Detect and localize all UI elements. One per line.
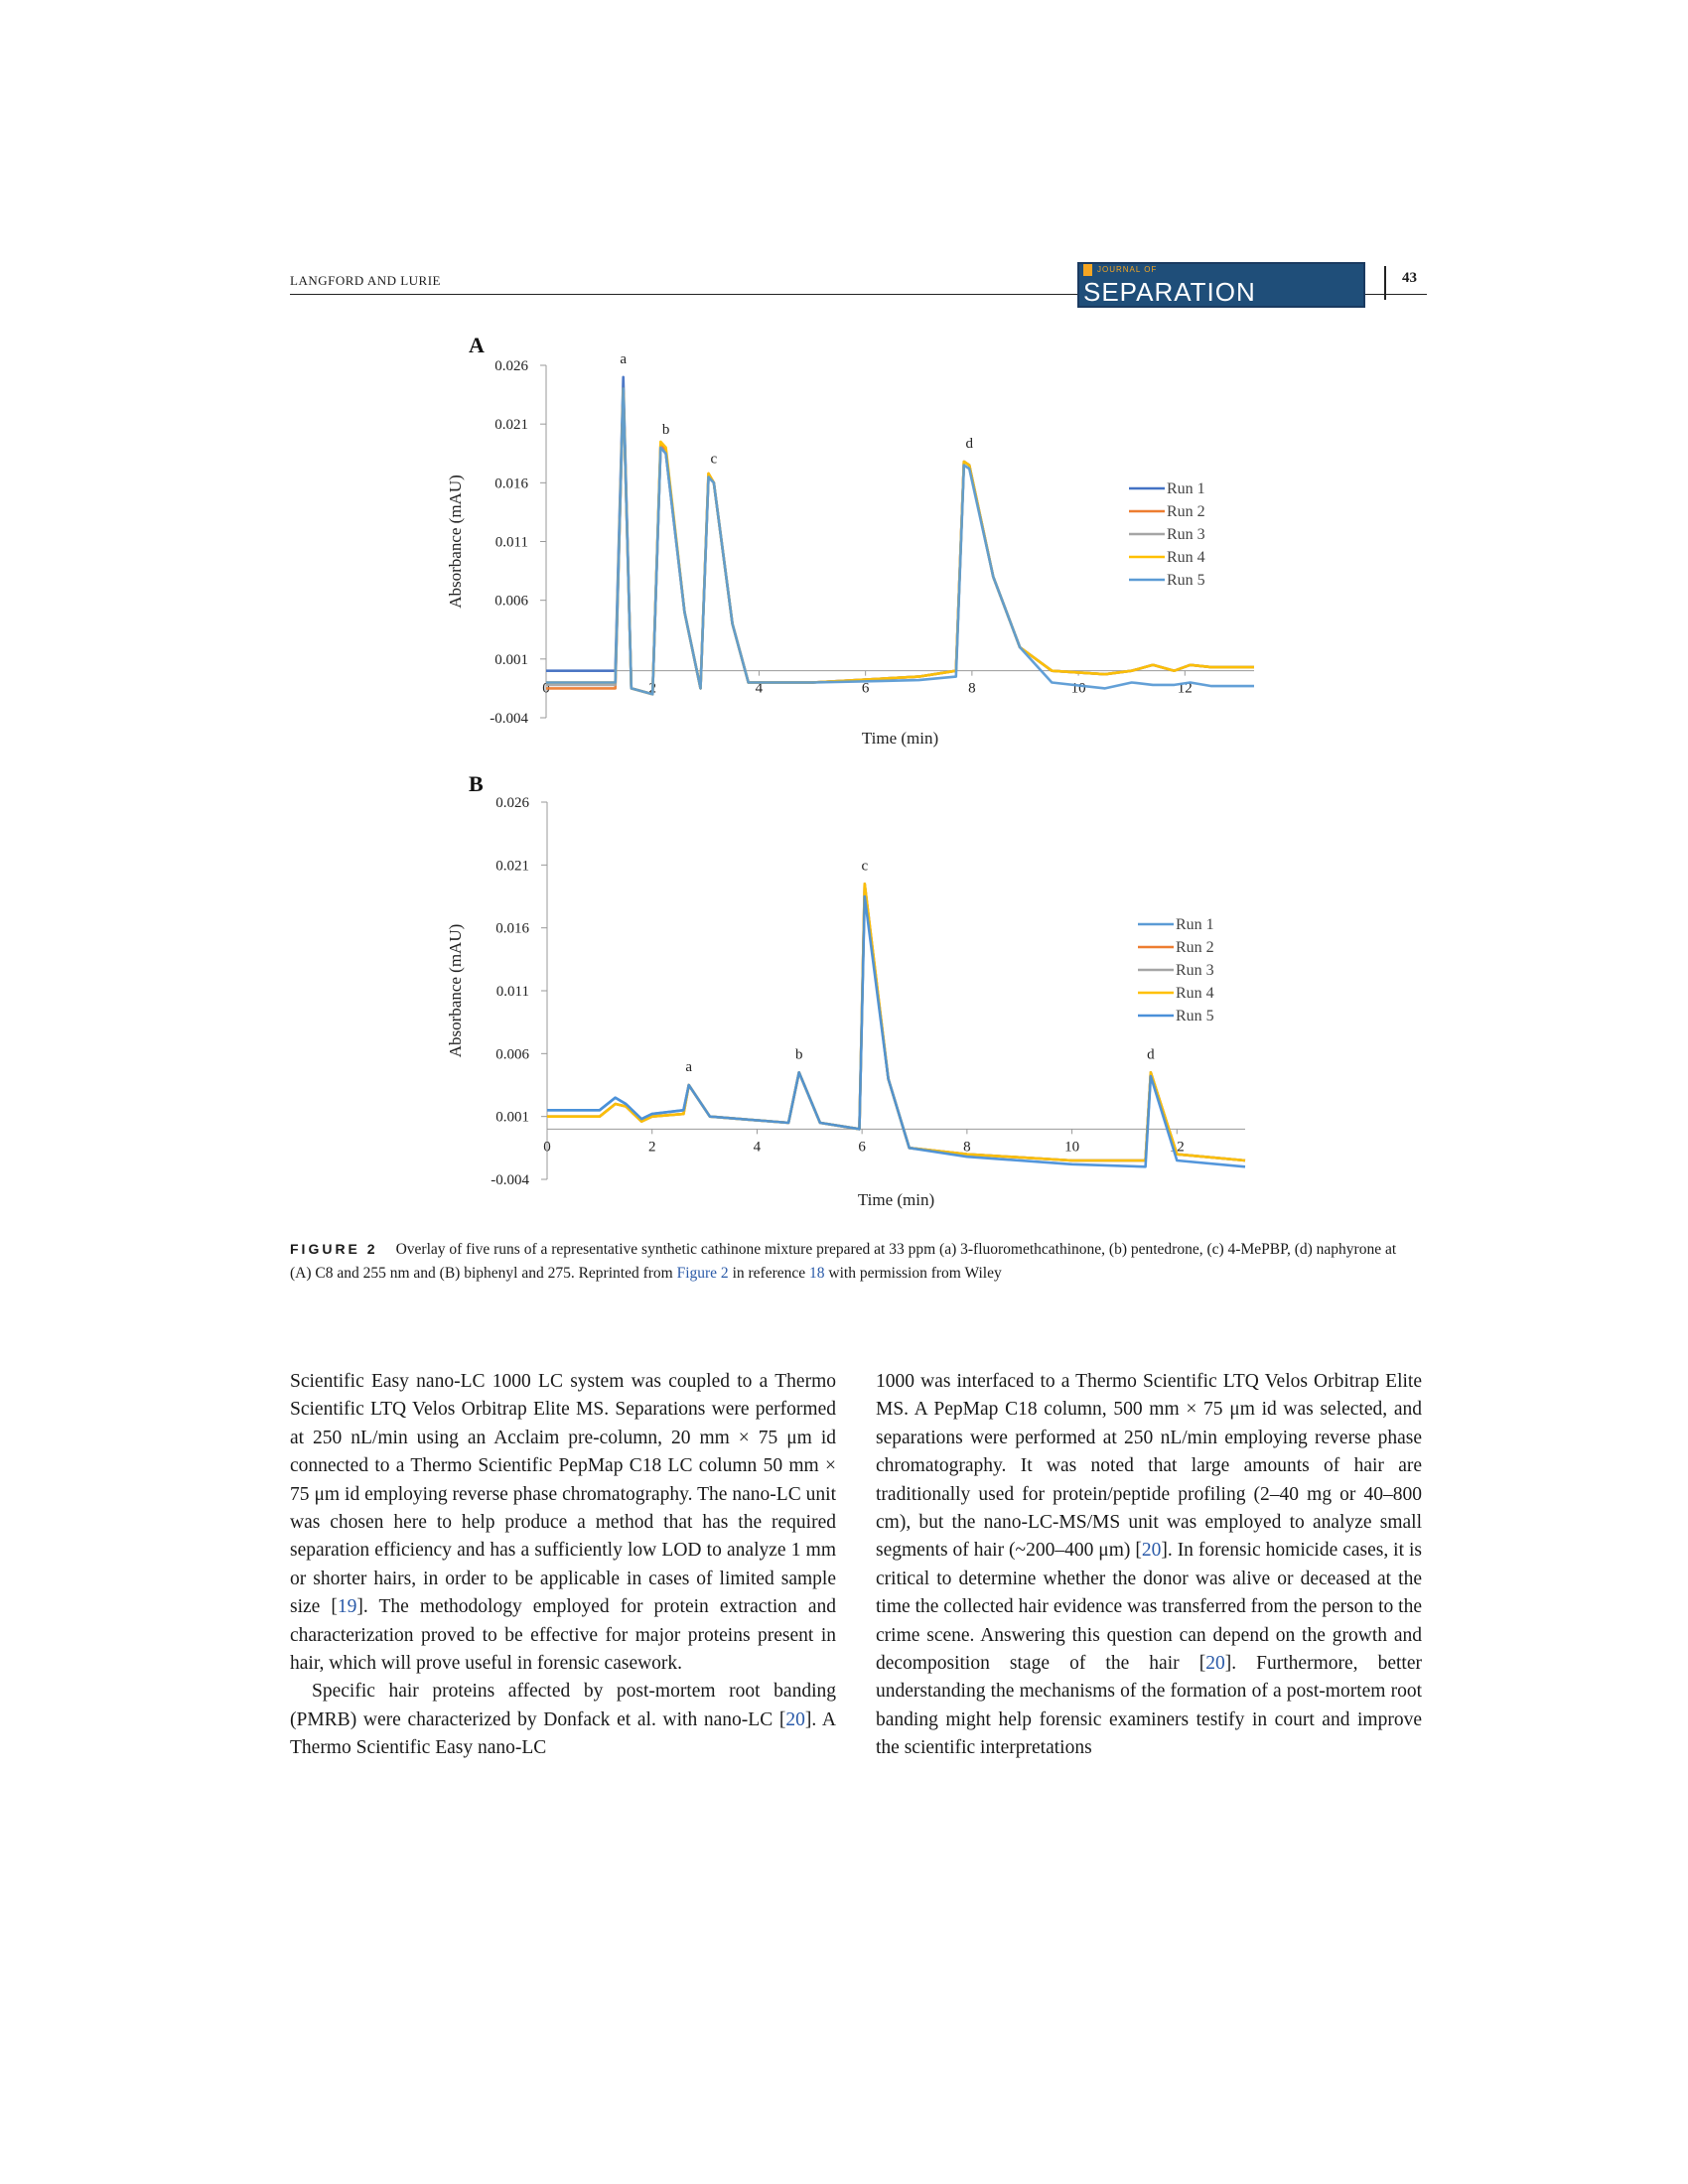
y-tick-label: 0.001 (495, 1109, 529, 1126)
series-line-run-3 (546, 389, 1254, 695)
y-axis-title: Absorbance (mAU) (446, 923, 465, 1058)
legend-label: Run 1 (1176, 916, 1214, 933)
journal-logo-title: SEPARATION SCIENCE (1083, 277, 1256, 335)
page-number: 43 (1402, 270, 1417, 286)
paragraph (290, 1678, 836, 1762)
y-tick-label: 0.011 (494, 534, 528, 551)
caption-text-3: with permission from Wiley (824, 1265, 1002, 1282)
y-tick-label: 0.006 (494, 593, 528, 610)
panel-label: A (469, 333, 485, 357)
x-tick-label: 6 (858, 1139, 866, 1156)
chart-panel-a (417, 323, 1291, 759)
y-tick-label: -0.004 (490, 711, 528, 727)
x-axis-title: Time (min) (861, 729, 939, 748)
y-tick-label: 0.026 (495, 795, 529, 811)
peak-label-c: c (710, 451, 718, 468)
series-line-run-2 (546, 389, 1254, 695)
caption-reference-link[interactable]: 18 (809, 1265, 825, 1282)
x-tick-label: 8 (963, 1139, 971, 1156)
y-tick-label: 0.016 (495, 920, 529, 937)
y-tick-label: 0.011 (495, 984, 529, 1000)
paragraph-text: Specific hair proteins affected by post-mortem root banding (PMRB) were characterized by Donfack et al. with nano-LC [ (290, 1681, 836, 1730)
body-column-left (290, 1368, 836, 1763)
peak-label-b: b (661, 421, 670, 438)
legend-label: Run 3 (1176, 962, 1214, 979)
peak-label-a: a (685, 1059, 693, 1075)
paragraph-text: ]. In forensic homicide cases, it is critical to determine whether the donor was alive or deceased at the time the collected hair evidence was transferred from the person to the crime scene. Answering this question can depend on the growth and decomposition stage of the hair [ (876, 1540, 1422, 1675)
legend-label: Run 5 (1176, 1008, 1214, 1024)
legend-label: Run 1 (1167, 480, 1205, 497)
x-tick-label: 0 (542, 680, 550, 697)
y-tick-label: -0.004 (491, 1172, 529, 1188)
running-header-authors: LANGFORD AND LURIE (290, 273, 441, 288)
page-number-separator (1384, 266, 1386, 300)
series-line-run-4 (546, 389, 1254, 695)
series-line-run-1 (546, 377, 1254, 695)
peak-label-c: c (861, 858, 869, 875)
x-tick-label: 2 (648, 680, 656, 697)
paragraph-text: Scientific Easy nano-LC 1000 LC system was coupled to a Thermo Scientific LTQ Velos Orbitrap Elite MS. Separations were performed at 250 nL/min using an Acclaim pre-column, 20 mm × 75 μm id connected to a Thermo Scientific PepMap C18 LC column 50 mm × 75 μm id employing reverse phase chromatography. The nano-LC unit was chosen here to help produce a method that has the required separation efficiency and has a sufficiently low LOD to analyze 1 mm or shorter hairs, in order to be applicable in cases of limited sample size [ (290, 1371, 836, 1618)
legend-label: Run 2 (1176, 939, 1214, 956)
peak-label-a: a (620, 350, 628, 367)
x-tick-label: 10 (1064, 1139, 1080, 1156)
x-tick-label: 10 (1070, 680, 1086, 697)
y-tick-label: 0.016 (494, 476, 528, 492)
legend-label: Run 2 (1167, 503, 1205, 520)
panel-label: B (469, 771, 484, 796)
caption-text-2: in reference (728, 1265, 810, 1282)
legend-label: Run 4 (1167, 549, 1205, 566)
series-line-run-1 (547, 890, 1245, 1160)
legend-label: Run 4 (1176, 985, 1214, 1002)
body-column-right (876, 1368, 1422, 1763)
legend-label: Run 5 (1167, 572, 1205, 589)
peak-label-b: b (794, 1046, 803, 1063)
paragraph-text: 1000 was interfaced to a Thermo Scientific LTQ Velos Orbitrap Elite MS. A PepMap C18 column, 500 mm × 75 μm id was selected, and separations were performed at 250 nL/min employing reverse phase chromatography. It was noted that large amounts of hair are traditionally used for protein/peptide profiling (2–40 mg or 40–800 cm), but the nano-LC-MS/MS unit was employed to analyze small segments of hair (~200–400 μm) [ (876, 1371, 1422, 1562)
paragraph-text: ]. Furthermore, better understanding the mechanisms of the formation of a post-mortem root banding might help forensic examiners testify in court and improve the scientific interpretations (876, 1653, 1423, 1759)
x-tick-label: 12 (1177, 680, 1193, 697)
peak-label-d: d (1147, 1046, 1155, 1063)
paragraph-text: ]. The methodology employed for protein extraction and characterization proved to be effective for major proteins present in hair, which will prove useful in forensic casework. (290, 1596, 836, 1675)
journal-logo (1077, 262, 1365, 335)
x-tick-label: 4 (753, 1139, 762, 1156)
y-tick-label: 0.021 (494, 417, 528, 434)
reference-link-20[interactable]: 20 (785, 1708, 805, 1730)
y-tick-label: 0.001 (494, 651, 528, 668)
peak-label-d: d (965, 436, 973, 453)
reference-link-20[interactable]: 20 (1205, 1653, 1225, 1675)
x-tick-label: 8 (968, 680, 976, 697)
reference-link-20[interactable]: 20 (1141, 1540, 1162, 1562)
caption-figure-link[interactable]: Figure 2 (676, 1265, 729, 1282)
journal-logo-small-text: JOURNAL OF (1097, 265, 1158, 274)
y-tick-label: 0.026 (494, 358, 528, 374)
x-axis-title: Time (min) (857, 1190, 935, 1209)
paragraph (290, 1368, 836, 1678)
paragraph (876, 1368, 1422, 1763)
x-tick-label: 4 (755, 680, 764, 697)
figure-label: FIGURE 2 (290, 1241, 378, 1257)
journal-logo-mark (1083, 264, 1092, 276)
chart-panel-b (417, 764, 1291, 1216)
series-line-run-5 (547, 896, 1245, 1166)
paragraph-text: ]. A Thermo Scientific Easy nano-LC (290, 1708, 836, 1759)
caption-text-1: Overlay of five runs of a representative synthetic cathinone mixture prepared at 33 ppm (a) 3-fluoromethcathinone, (b) pentedrone, (c) 4-MePBP, (d) naphyrone at (A) C8 and 255 nm and (B) biphenyl and 275. Reprinted from (290, 1241, 1397, 1282)
legend-label: Run 3 (1167, 526, 1205, 543)
figure-caption (290, 1237, 1402, 1286)
x-tick-label: 6 (861, 680, 870, 697)
series-line-run-5 (546, 389, 1254, 695)
y-tick-label: 0.006 (495, 1046, 529, 1063)
x-tick-label: 0 (543, 1139, 551, 1156)
x-tick-label: 12 (1169, 1139, 1185, 1156)
x-tick-label: 2 (647, 1139, 656, 1156)
reference-link-19[interactable]: 19 (337, 1596, 357, 1618)
y-tick-label: 0.021 (495, 858, 529, 875)
y-axis-title: Absorbance (mAU) (446, 475, 465, 609)
